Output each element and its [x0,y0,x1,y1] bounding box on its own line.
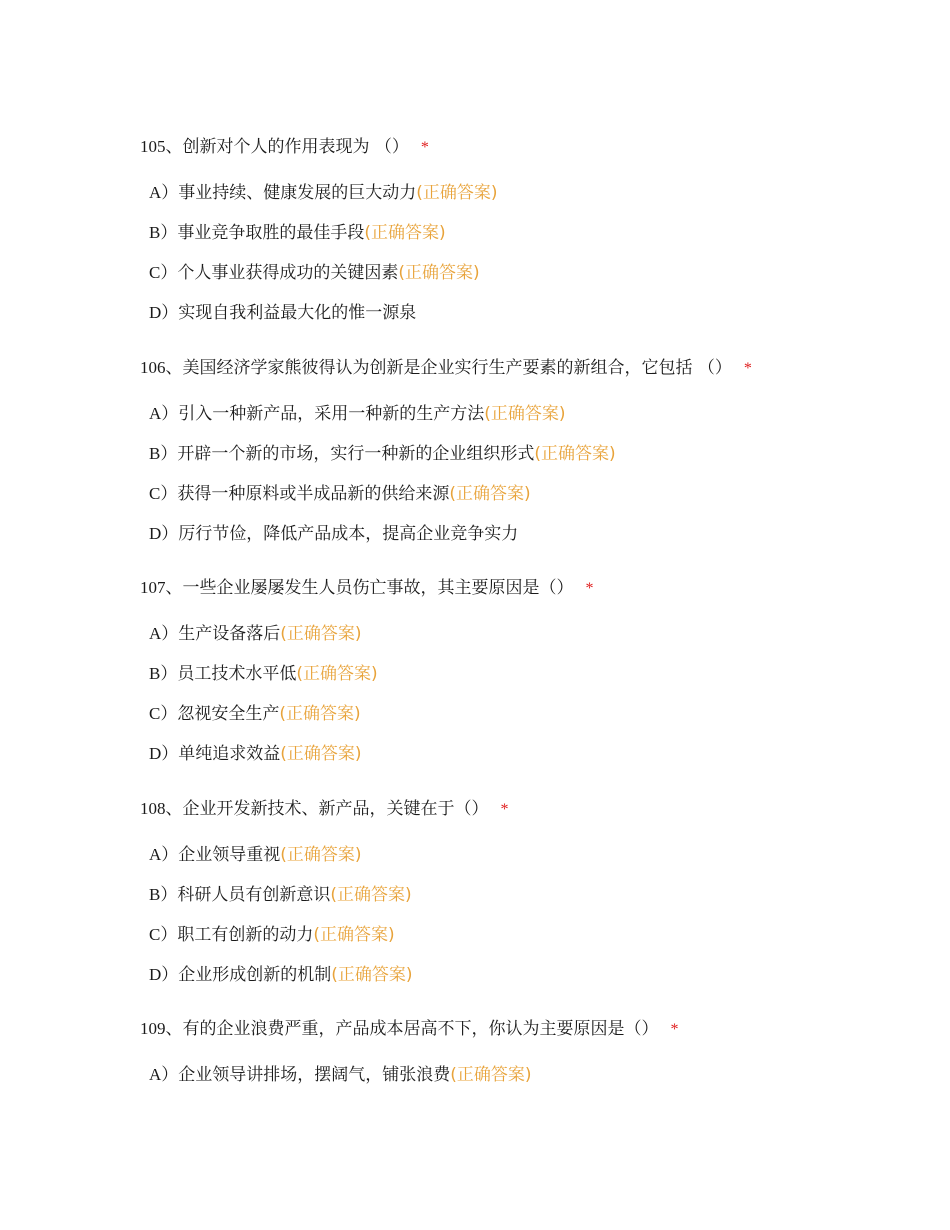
correct-answer-label: (正确答案) [280,744,362,764]
option-a[interactable] [149,1063,840,1087]
option-b[interactable] [149,662,840,686]
option-letter: A） [149,404,179,423]
options-list [140,402,840,546]
option-letter: C） [149,263,178,282]
option-c[interactable] [149,261,840,285]
option-a[interactable] [149,181,840,205]
option-b[interactable] [149,442,840,466]
question-text: 、企业开发新技术、新产品，关键在于（） [165,799,489,819]
correct-answer-label: (正确答案) [484,404,566,424]
option-letter: A） [149,845,179,864]
option-text: 个人事业获得成功的关键因素 [177,263,399,283]
correct-answer-label: (正确答案) [534,444,616,464]
required-marker: * [420,139,429,156]
option-letter: B） [149,223,178,242]
correct-answer-label: (正确答案) [279,704,361,724]
question-title [140,576,840,600]
option-letter: B） [149,664,178,683]
option-text: 事业持续、健康发展的巨大动力 [178,183,417,203]
option-text: 单纯追求效益 [178,744,281,764]
correct-answer-label: (正确答案) [280,845,362,865]
option-letter: D） [149,524,179,543]
question-text: 、一些企业屡屡发生人员伤亡事故，其主要原因是（） [165,578,574,598]
options-list [140,181,840,325]
question-number: 108 [140,799,166,818]
option-text: 实现自我利益最大化的惟一源泉 [178,303,417,323]
question-105 [140,135,840,341]
correct-answer-label: (正确答案) [416,183,498,203]
option-text: 职工有创新的动力 [177,925,314,945]
question-title [140,135,840,159]
question-106 [140,356,840,562]
question-109 [140,1017,840,1103]
option-d[interactable] [149,301,840,325]
option-text: 科研人员有创新意识 [177,885,331,905]
option-letter: C） [149,484,178,503]
option-text: 引入一种新产品，采用一种新的生产方法 [178,404,485,424]
question-107 [140,576,840,782]
option-b[interactable] [149,883,840,907]
option-letter: C） [149,704,178,723]
option-a[interactable] [149,402,840,426]
question-title [140,356,840,380]
option-c[interactable] [149,923,840,947]
options-list [140,622,840,766]
option-d[interactable] [149,742,840,766]
option-letter: D） [149,744,179,763]
correct-answer-label: (正确答案) [450,1065,532,1085]
required-marker: * [670,1021,679,1038]
option-text: 员工技术水平低 [177,664,297,684]
option-text: 忽视安全生产 [177,704,280,724]
correct-answer-label: (正确答案) [449,484,531,504]
correct-answer-label: (正确答案) [330,885,412,905]
required-marker: * [500,801,509,818]
correct-answer-label: (正确答案) [331,965,413,985]
option-letter: A） [149,624,179,643]
question-title [140,1017,840,1041]
option-letter: A） [149,183,179,202]
correct-answer-label: (正确答案) [364,223,446,243]
option-a[interactable] [149,622,840,646]
question-text: 、美国经济学家熊彼得认为创新是企业实行生产要素的新组合，它包括 （） [165,358,732,378]
option-letter: A） [149,1065,179,1084]
question-number: 107 [140,578,166,597]
question-text: 、创新对个人的作用表现为 （） [165,137,409,157]
option-letter: D） [149,303,179,322]
question-text: 、有的企业浪费严重，产品成本居高不下，你认为主要原因是（） [165,1019,659,1039]
option-d[interactable] [149,522,840,546]
option-text: 事业竞争取胜的最佳手段 [177,223,365,243]
option-text: 生产设备落后 [178,624,281,644]
option-text: 开辟一个新的市场，实行一种新的企业组织形式 [177,444,535,464]
option-text: 企业领导讲排场，摆阔气，铺张浪费 [178,1065,451,1085]
question-108 [140,797,840,1003]
option-c[interactable] [149,702,840,726]
option-letter: D） [149,965,179,984]
option-letter: B） [149,885,178,904]
option-c[interactable] [149,482,840,506]
question-number: 106 [140,358,166,377]
option-a[interactable] [149,843,840,867]
option-text: 获得一种原料或半成品新的供给来源 [177,484,450,504]
required-marker: * [585,580,594,597]
options-list [140,1063,840,1087]
correct-answer-label: (正确答案) [280,624,362,644]
option-b[interactable] [149,221,840,245]
option-letter: C） [149,925,178,944]
option-text: 企业领导重视 [178,845,281,865]
option-d[interactable] [149,963,840,987]
correct-answer-label: (正确答案) [313,925,395,945]
correct-answer-label: (正确答案) [296,664,378,684]
question-title [140,797,840,821]
question-number: 109 [140,1019,166,1038]
question-number: 105 [140,137,166,156]
option-text: 企业形成创新的机制 [178,965,332,985]
correct-answer-label: (正确答案) [398,263,480,283]
options-list [140,843,840,987]
option-letter: B） [149,444,178,463]
required-marker: * [743,360,752,377]
option-text: 厉行节俭，降低产品成本，提高企业竞争实力 [178,524,519,544]
